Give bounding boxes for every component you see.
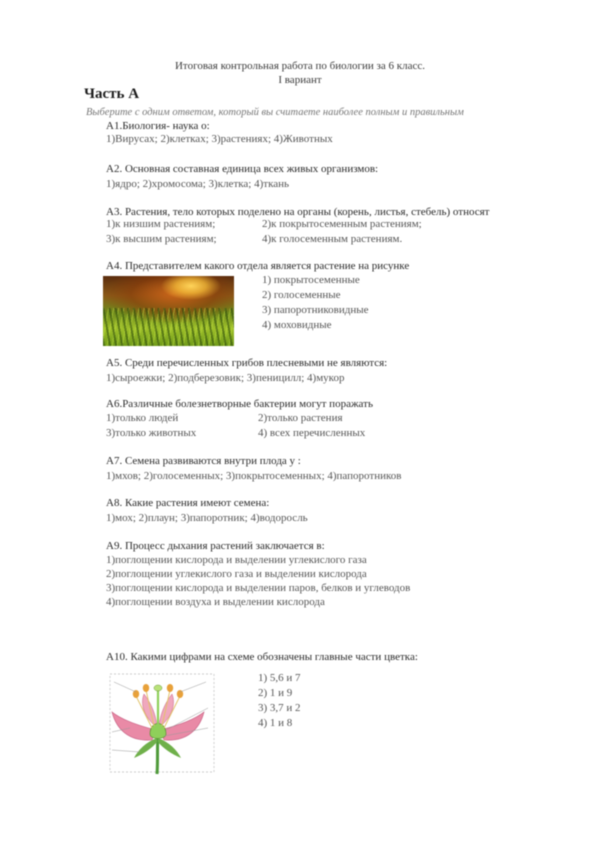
question-a10: А10. Какими цифрами на схеме обозначены главные части цветка: bbox=[106, 651, 418, 663]
question-a3: А3. Растения, тело которых поделено на органы (корень, листья, стебель) относят bbox=[106, 206, 490, 218]
flower-petal-right-inner bbox=[159, 694, 174, 726]
answer-a4-1: 1) покрытосеменные bbox=[262, 274, 360, 286]
question-a4: А4. Представителем какого отдела является растение на рисунке bbox=[106, 260, 410, 272]
answer-a4-4: 4) моховидные bbox=[262, 319, 332, 331]
answer-a6-2: 2)только растения bbox=[258, 412, 343, 424]
question-a9: А9. Процесс дыхания растений заключается в: bbox=[106, 540, 325, 552]
answer-a10-3: 3) 3,7 и 2 bbox=[258, 702, 301, 714]
answer-a10-1: 1) 5,6 и 7 bbox=[258, 672, 301, 684]
flower-sepal-right bbox=[158, 738, 181, 758]
answer-a4-3: 3) папоротниковидные bbox=[262, 304, 369, 316]
question-a7: А7. Семена развиваются внутри плода у : bbox=[106, 455, 301, 467]
moss-photo bbox=[103, 276, 234, 346]
leader-line-2 bbox=[180, 682, 206, 692]
answer-a3-1: 1)к низшим растениям; bbox=[106, 218, 216, 230]
flower-anther-2 bbox=[143, 684, 149, 692]
flower-diagram bbox=[100, 668, 220, 778]
answer-a6-3: 3)только животных bbox=[106, 427, 197, 439]
flower-stigma bbox=[154, 685, 162, 691]
answer-a9-2: 2)поглощении углекислого газа и выделении кислорода bbox=[106, 568, 367, 580]
answer-a9-3: 3)поглощении кислорода и выделении паров, белков и углеводов bbox=[106, 582, 411, 594]
answer-a10-2: 2) 1 и 9 bbox=[258, 687, 293, 699]
answer-a9-1: 1)поглощении кислорода и выделении углекислого газа bbox=[106, 554, 367, 566]
question-a1: А1.Биология- наука о: bbox=[106, 120, 210, 132]
question-a2: А2. Основная составная единица всех живых организмов: bbox=[106, 163, 379, 175]
leader-line-6 bbox=[112, 750, 140, 752]
answer-a3-2: 2)к покрытосеменным растениям; bbox=[262, 218, 422, 230]
answer-a5: 1)сыроежки; 2)подберезовик; 3)пеницилл; 4)мукор bbox=[106, 372, 345, 384]
moss-texture bbox=[103, 308, 234, 346]
flower-petal-left-inner bbox=[142, 694, 157, 726]
question-a8: А8. Какие растения имеют семена: bbox=[106, 497, 270, 509]
answer-a7: 1)мхов; 2)голосеменных; 3)покрытосеменных; 4)папоротников bbox=[106, 470, 402, 482]
question-a6: А6.Различные болезнетворные бактерии могут поражать bbox=[106, 398, 373, 410]
part-instruction: Выберите с одним ответом, который вы считаете наиболее полным и правильным bbox=[86, 107, 464, 118]
part-title: Часть А bbox=[84, 86, 140, 102]
header-title-line2: I вариант bbox=[278, 74, 322, 86]
header-title-line1: Итоговая контрольная работа по биологии за 6 класс. bbox=[174, 60, 425, 72]
flower-stem bbox=[157, 734, 158, 774]
answer-a3-3: 3)к высшим растениям; bbox=[106, 233, 217, 245]
answer-a10-4: 4) 1 и 8 bbox=[258, 717, 293, 729]
leader-line-1 bbox=[114, 682, 136, 692]
answer-a3-4: 4)к голосеменным растениям. bbox=[262, 233, 403, 245]
question-a5: А5. Среди перечисленных грибов плесневыми не являются: bbox=[106, 357, 388, 369]
answer-a1: 1)Вирусах; 2)клетках; 3)растениях; 4)Животных bbox=[106, 133, 333, 145]
flower-anther-3 bbox=[167, 684, 173, 692]
flower-sepal-left bbox=[134, 738, 157, 758]
flower-ovary bbox=[150, 724, 166, 739]
answer-a9-4: 4)поглощении воздуха и выделении кислорода bbox=[106, 596, 325, 608]
answer-a8: 1)мох; 2)плаун; 3)папоротник; 4)водоросль bbox=[106, 512, 308, 524]
answer-a2: 1)ядро; 2)хромосома; 3)клетка; 4)ткань bbox=[106, 178, 290, 190]
answer-a4-2: 2) голосеменные bbox=[262, 289, 341, 301]
answer-a6-1: 1)только людей bbox=[106, 412, 179, 424]
answer-a6-4: 4) всех перечисленных bbox=[258, 427, 366, 439]
